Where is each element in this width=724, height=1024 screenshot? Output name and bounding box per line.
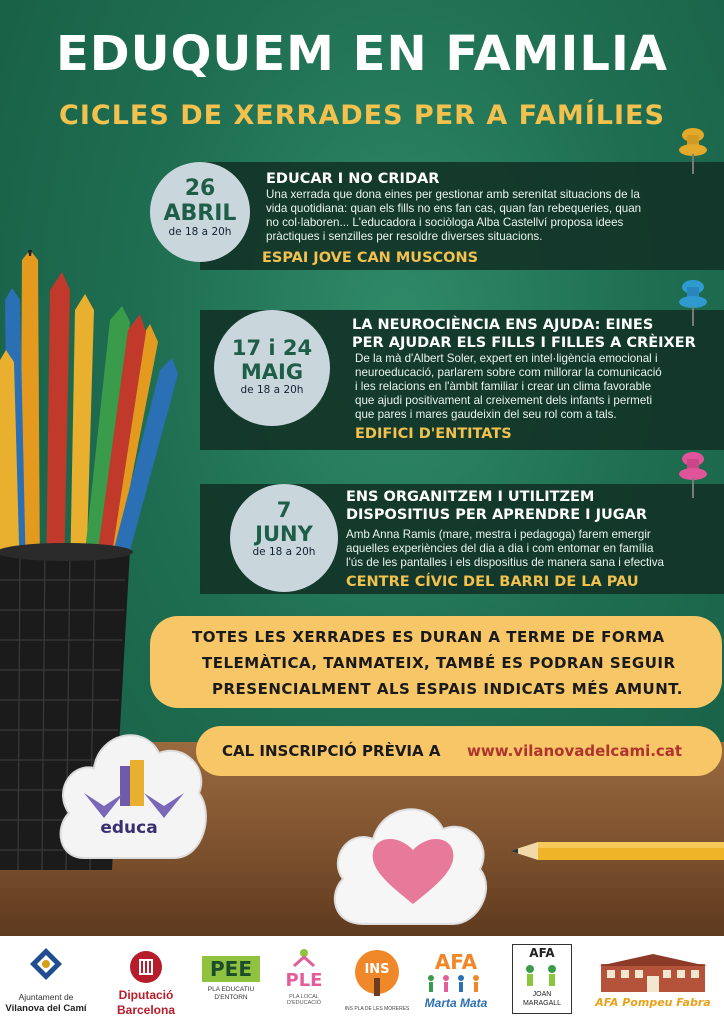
logo-afa-marta-mata — [414, 936, 498, 1024]
pushpin-pink-icon — [678, 450, 708, 500]
talk-3-desc-line: aquelles experiències del dia a dia i com entomar en família — [346, 542, 654, 555]
talk-2-title — [352, 316, 696, 352]
afa-pompeu-mark: AFA Pompeu Fabra — [595, 996, 711, 1009]
talk-2-description — [355, 352, 715, 422]
talk-2-date-badge — [214, 310, 330, 426]
talk-3-desc-line: l'ús de les pantalles i els dispositius de manera sana i efectiva — [346, 556, 664, 569]
afa-joan-mark: AFA — [529, 946, 555, 960]
talk-3-date-badge — [230, 484, 338, 592]
children-figures-icon — [520, 964, 564, 988]
talk-1-hours: de 18 a 20h — [168, 226, 232, 238]
educa-text: educa — [100, 818, 158, 838]
info-line: PRESENCIALMENT ALS ESPAIS INDICATS MÉS AMUNT. — [212, 680, 683, 698]
logo-caption: Diputació — [118, 988, 174, 1002]
page-subtitle: CICLES DE XERRADES PER A FAMÍLIES — [59, 100, 665, 131]
talk-1-desc-line: Una xerrada que dona eines per gestionar amb serenitat situacions de la — [266, 188, 640, 201]
logo-ins — [344, 936, 410, 1024]
talk-2-desc-line: que ajudi positivament al creixement dels infants i permeti — [355, 394, 653, 407]
talk-3-desc-line: Amb Anna Ramis (mare, mestra i pedagoga) farem emergir — [346, 528, 651, 541]
ple-figure-icon — [292, 948, 316, 968]
logo-afa-pompeu-fabra — [594, 936, 712, 1024]
talk-3-date-day: 7 — [276, 498, 292, 522]
talk-1-date-month: ABRIL — [163, 201, 237, 226]
afa-marta-mark: AFA — [434, 950, 478, 974]
talk-1-place: ESPAI JOVE CAN MUSCONS — [262, 250, 479, 266]
talk-1-desc-line: vida quotidiana: quan els fills no ens fan cas, quan fan rebequeries, quan — [266, 202, 642, 215]
logo-caption: MARAGALL — [522, 1000, 562, 1007]
logo-caption: PLA EDUCATIU — [207, 986, 255, 993]
pushpin-yellow-icon — [678, 126, 708, 176]
ajuntament-emblem-icon — [28, 946, 64, 984]
sponsor-logo-strip — [0, 936, 724, 1024]
talk-1-desc-line: no col·laboren... L'educadora i sociòloga Alba Castellví proposa idees — [266, 216, 624, 229]
logo-caption: JOAN — [532, 991, 552, 998]
logo-ajuntament — [4, 936, 88, 1024]
registration-notice — [196, 726, 722, 776]
info-notice — [150, 616, 722, 708]
pushpin-blue-icon — [678, 278, 708, 328]
logo-afa-joan-maragall — [508, 936, 576, 1024]
educa-cloud-card — [54, 708, 214, 878]
logo-caption: Marta Mata — [424, 996, 488, 1010]
logo-caption: Barcelona — [116, 1003, 176, 1017]
info-line: TOTES LES XERRADES ES DURAN A TERME DE FORMA — [192, 628, 665, 646]
info-line: TELEMÀTICA, TANMATEIX, TAMBÉ ES PODRAN SEGUIR — [202, 654, 676, 672]
ins-mark: INS — [364, 962, 390, 977]
page-title: EDUQUEM EN FAMILIA — [56, 26, 668, 82]
talk-2-desc-line: neuroeducació, parlarem sobre com millorar la comunicació — [355, 366, 662, 379]
registration-label: CAL INSCRIPCIÓ PRÈVIA A — [222, 742, 441, 760]
diputacio-emblem-icon — [129, 950, 163, 984]
talk-2-desc-line: que pares i mares gaudeixin del seu rol com a tals. — [355, 408, 617, 421]
logo-caption: D'ENTORN — [214, 994, 248, 1001]
family-figures-icon — [421, 974, 491, 992]
pee-mark: PEE — [202, 956, 260, 982]
talk-3-description — [346, 528, 716, 570]
talk-1-date-badge — [150, 162, 250, 262]
talk-3-hours: de 18 a 20h — [252, 546, 316, 558]
talk-3-title-line: DISPOSITIUS PER APRENDRE I JUGAR — [346, 507, 648, 523]
talk-3-place: CENTRE CÍVIC DEL BARRI DE LA PAU — [346, 574, 639, 590]
logo-caption: PLA LOCAL D'EDUCACIÓ — [286, 994, 322, 1006]
logo-caption: Ajuntament de — [18, 992, 74, 1002]
talk-2-title-line: LA NEUROCIÈNCIA ENS AJUDA: EINES — [352, 317, 654, 333]
heart-cloud-card — [328, 784, 498, 934]
desk-pencil — [510, 834, 724, 864]
registration-link[interactable]: www.vilanovadelcami.cat — [467, 742, 683, 760]
talk-2-title-line: PER AJUDAR ELS FILLS I FILLES A CRÈIXER — [352, 335, 696, 351]
talk-2-hours: de 18 a 20h — [240, 384, 304, 396]
talk-1-desc-line: pràctiques i senzilles per resoldre diverses situacions. — [266, 230, 543, 243]
talk-2-date-month: MAIG — [240, 360, 304, 384]
talk-3-date-month: JUNY — [255, 522, 313, 546]
talk-1-description — [266, 188, 706, 244]
logo-diputacio — [104, 936, 188, 1024]
logo-caption: Vilanova del Camí — [5, 1003, 87, 1014]
talk-2-desc-line: De la mà d'Albert Soler, expert en intel·ligència emocional i — [355, 352, 658, 365]
talk-3-title-line: ENS ORGANITZEM I UTILITZEM — [346, 489, 595, 505]
talk-1-title: EDUCAR I NO CRIDAR — [266, 171, 440, 187]
talk-2-place: EDIFICI D'ENTITATS — [355, 426, 512, 442]
talk-3-title — [346, 488, 647, 524]
talk-2-date-day: 17 i 24 — [231, 336, 313, 360]
school-building-icon — [599, 952, 707, 994]
logo-pee — [196, 936, 266, 1024]
ple-mark: PLE — [285, 970, 323, 991]
talk-2-desc-line: i les relacions en l'àmbit familiar i crear un clima favorable — [355, 380, 652, 393]
talk-1-date-day: 26 — [184, 176, 216, 201]
logo-caption: INS PLA DE LES MORERES — [344, 1006, 410, 1012]
logo-ple — [272, 936, 336, 1024]
